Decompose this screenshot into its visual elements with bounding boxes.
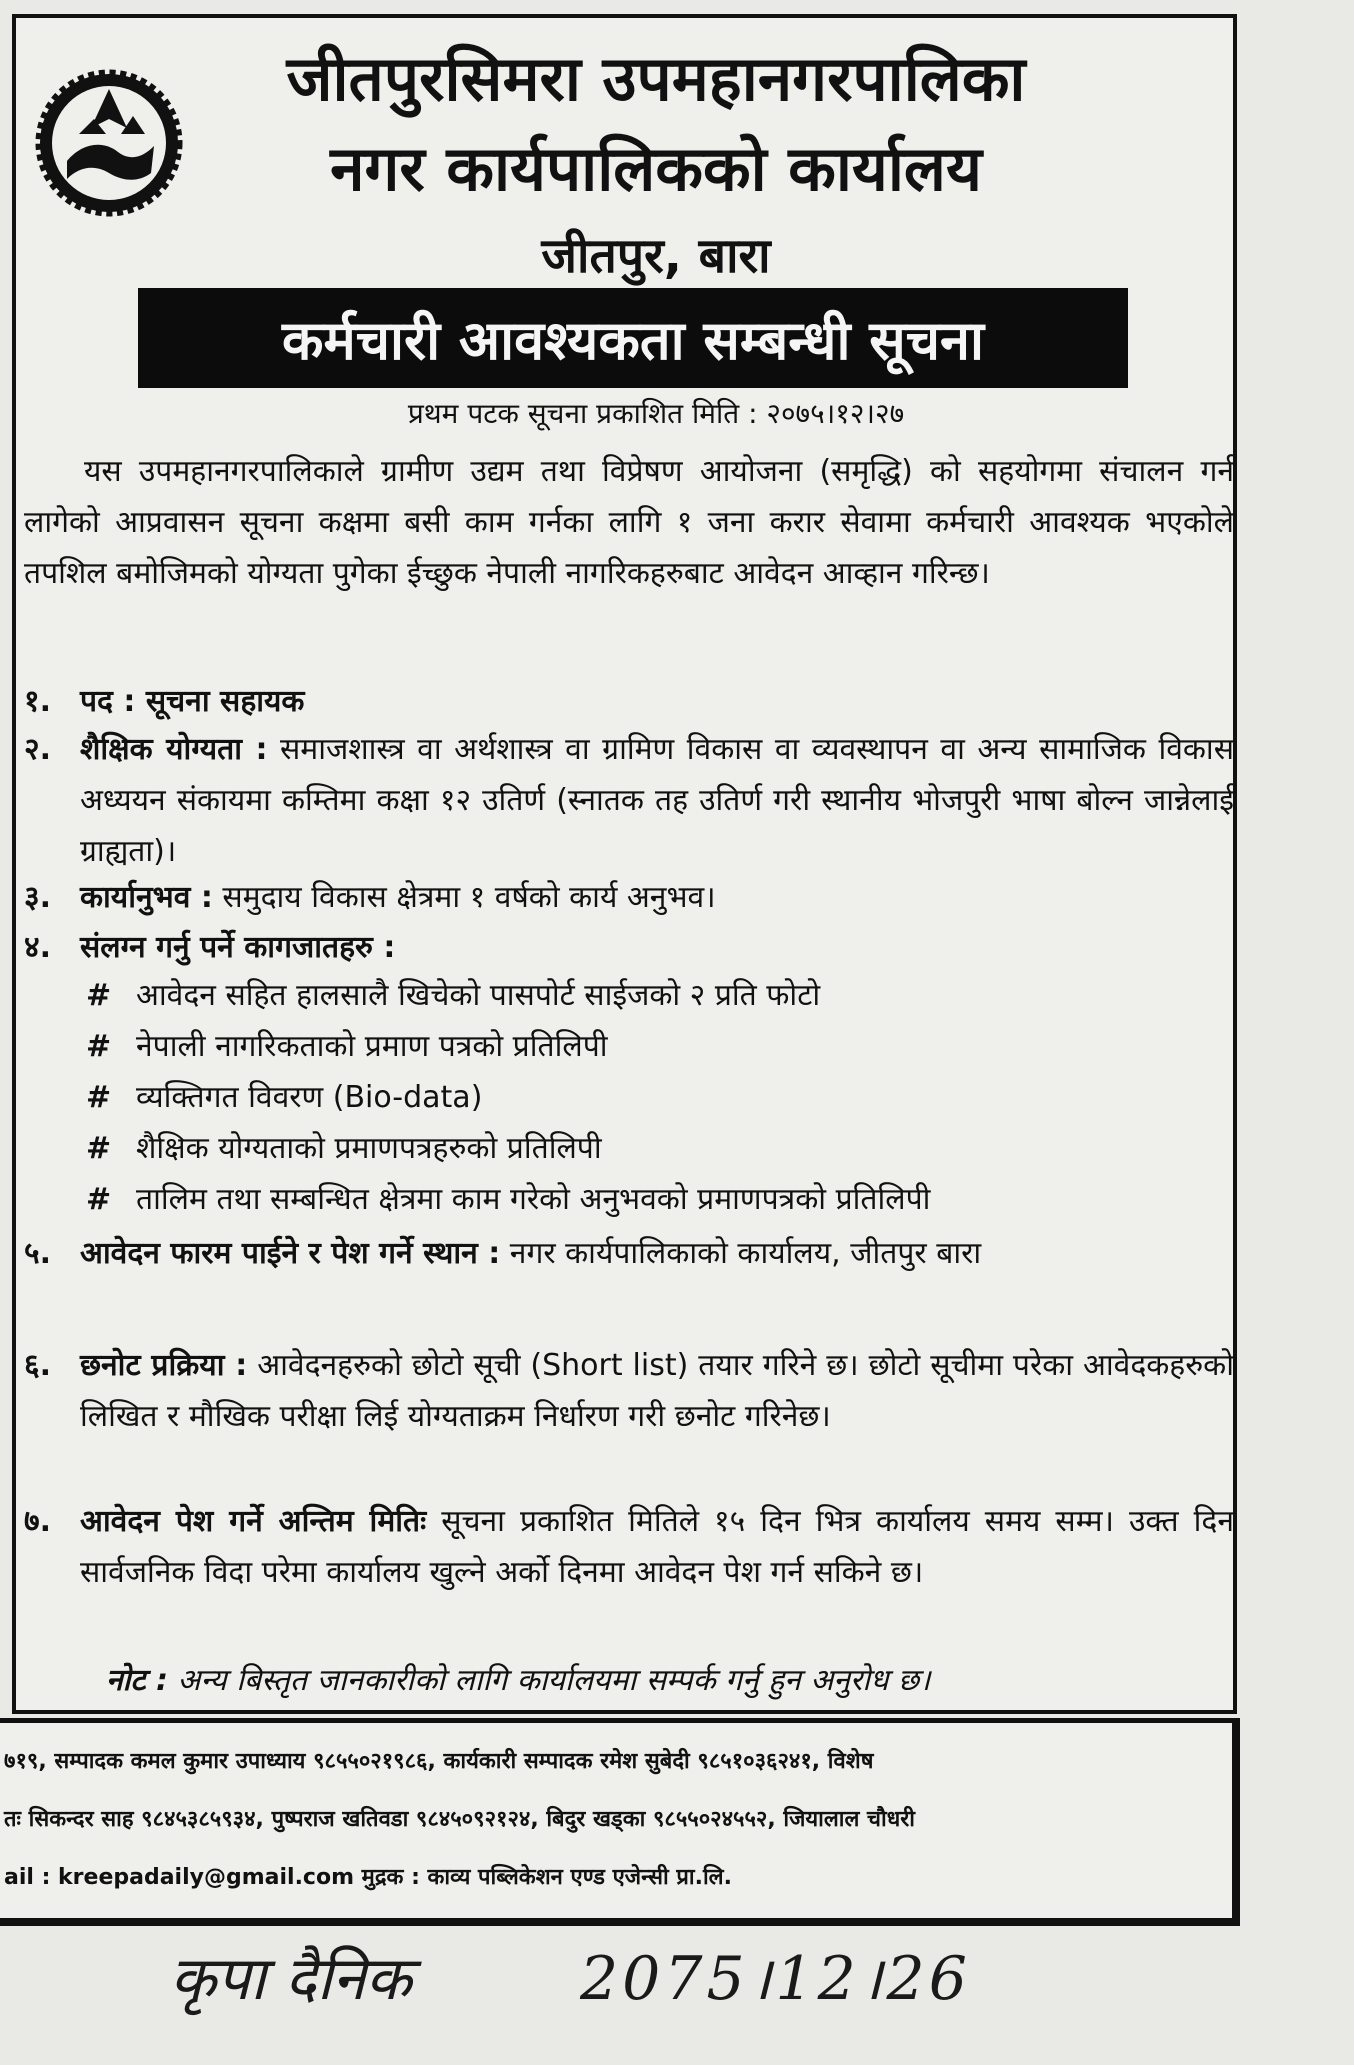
list-item: # आवेदन सहित हालसालै खिचेको पासपोर्ट साईजको २ प्रति फोटो <box>76 970 1196 1021</box>
handwritten-source: कृपा दैनिक <box>170 1944 412 2014</box>
newspaper-footer <box>0 1718 1240 1926</box>
footer-line: ail : kreepadaily@gmail.com मुद्रक : काव्य पब्लिकेशन एण्ड एजेन्सी प्रा.लि. <box>4 1865 732 1890</box>
notice-title-banner: कर्मचारी आवश्यकता सम्बन्धी सूचना <box>138 288 1128 388</box>
item-number: ५. <box>24 1236 51 1271</box>
item-number: ७. <box>24 1504 51 1539</box>
item-number: ४. <box>24 930 51 965</box>
item-number: ३. <box>24 880 51 915</box>
item-experience <box>24 872 1234 923</box>
item-text: समाजशास्त्र वा अर्थशास्त्र वा ग्रामिण विकास वा व्यवस्थापन वा अन्य सामाजिक विकास अध्ययन संकायमा कम्तिमा कक्षा १२ उतिर्ण (स्नातक तह उतिर्ण गरी स्थानीय भोजपुरी भाषा बोल्न जान्नेलाई ग्राह्यता)। <box>80 732 1234 869</box>
published-date: प्रथम पटक सूचना प्रकाशित मिति : २०७५।१२।२७ <box>407 397 905 430</box>
item-qualification <box>24 724 1234 877</box>
item-label: पद : सूचना सहायक <box>80 684 305 719</box>
item-label: आवेदन फारम पाईने र पेश गर्ने स्थान : <box>80 1236 501 1271</box>
item-post <box>24 676 1234 727</box>
bullet-icon: # <box>86 1131 112 1166</box>
municipality-emblem-icon <box>34 68 184 218</box>
documents-list <box>76 970 1196 1225</box>
item-label: आवेदन पेश गर्ने अन्तिम मितिः <box>80 1504 427 1539</box>
list-item: # नेपाली नागरिकताको प्रमाण पत्रको प्रतिलिपी <box>76 1021 1196 1072</box>
list-item: # शैक्षिक योग्यताको प्रमाणपत्रहरुको प्रतिलिपी <box>76 1123 1196 1174</box>
list-item: # तालिम तथा सम्बन्धित क्षेत्रमा काम गरेको अनुभवको प्रमाणपत्रको प्रतिलिपी <box>76 1174 1196 1225</box>
footer-line: ७१९, सम्पादक कमल कुमार उपाध्याय ९८५५०२१९८६, कार्यकारी सम्पादक रमेश सुबेदी ९८५१०३६२४१, विशेष <box>4 1749 874 1774</box>
item-text: सूचना प्रकाशित मितिले १५ दिन भित्र कार्यालय समय सम्म। उक्त दिन सार्वजनिक विदा परेमा कार्यालय खुल्ने अर्को दिनमा आवेदन पेश गर्न सकिने छ। <box>80 1504 1234 1590</box>
remark-text: अन्य बिस्तृत जानकारीको लागि कार्यालयमा सम्पर्क गर्नु हुन अनुरोध छ। <box>177 1663 931 1698</box>
bullet-icon: # <box>86 1182 112 1217</box>
item-number: १. <box>24 684 51 719</box>
remark-label: नोट : <box>106 1663 168 1698</box>
remark-note <box>106 1658 1226 1699</box>
item-number: २. <box>24 732 51 767</box>
intro-paragraph: यस उपमहानगरपालिकाले ग्रामीण उद्यम तथा विप्रेषण आयोजना (समृद्धि) को सहयोगमा संचालन गर्न लागेको आप्रवासन सूचना कक्षमा बसी काम गर्नका लागि १ जना करार सेवामा कर्मचारी आवश्यक भएकोले तपशिल बमोजिमको योग्यता पुगेका ईच्छुक नेपाली नागरिकहरुबाट आवेदन आव्हान गरिन्छ। <box>24 454 1234 591</box>
item-selection-process <box>24 1340 1234 1442</box>
municipality-name: जीतपुरसिमरा उपमहानगरपालिका <box>286 42 1026 115</box>
item-text: आवेदनहरुको छोटो सूची (Short list) तयार गरिने छ। छोटो सूचीमा परेका आवेदकहरुको लिखित र मौखिक परीक्षा लिई योग्यताक्रम निर्धारण गरी छनोट गरिनेछ। <box>80 1348 1234 1434</box>
item-text: नगर कार्यपालिकाको कार्यालय, जीतपुर बारा <box>509 1236 982 1271</box>
notice <box>12 14 1237 1714</box>
item-number: ६. <box>24 1348 51 1383</box>
handwritten-date: 2075।12।26 <box>580 1944 971 2014</box>
office-location: जीतपुर, बारा <box>541 228 771 284</box>
bullet-icon: # <box>86 978 112 1013</box>
item-deadline <box>24 1496 1234 1598</box>
list-item: # व्यक्तिगत विवरण (Bio-data) <box>76 1072 1196 1123</box>
footer-line: तः सिकन्दर साह ९८४५३८५९३४, पुष्पराज खतिवडा ९८४५०९२१२४, बिदुर खड्का ९८५५०२४५५२, जियालाल चौधरी <box>4 1807 915 1832</box>
bullet-icon: # <box>86 1029 112 1064</box>
item-label: संलग्न गर्नु पर्ने कागजातहरु : <box>80 930 396 965</box>
item-application-place <box>24 1228 1234 1279</box>
item-label: शैक्षिक योग्यता : <box>80 732 268 767</box>
bullet-icon: # <box>86 1080 112 1115</box>
item-text: समुदाय विकास क्षेत्रमा १ वर्षको कार्य अनुभव। <box>222 880 716 915</box>
item-documents <box>24 922 1234 973</box>
item-label: कार्यानुभव : <box>80 880 213 915</box>
office-name: नगर कार्यपालिकको कार्यालय <box>330 132 982 205</box>
item-label: छनोट प्रक्रिया : <box>80 1348 248 1383</box>
